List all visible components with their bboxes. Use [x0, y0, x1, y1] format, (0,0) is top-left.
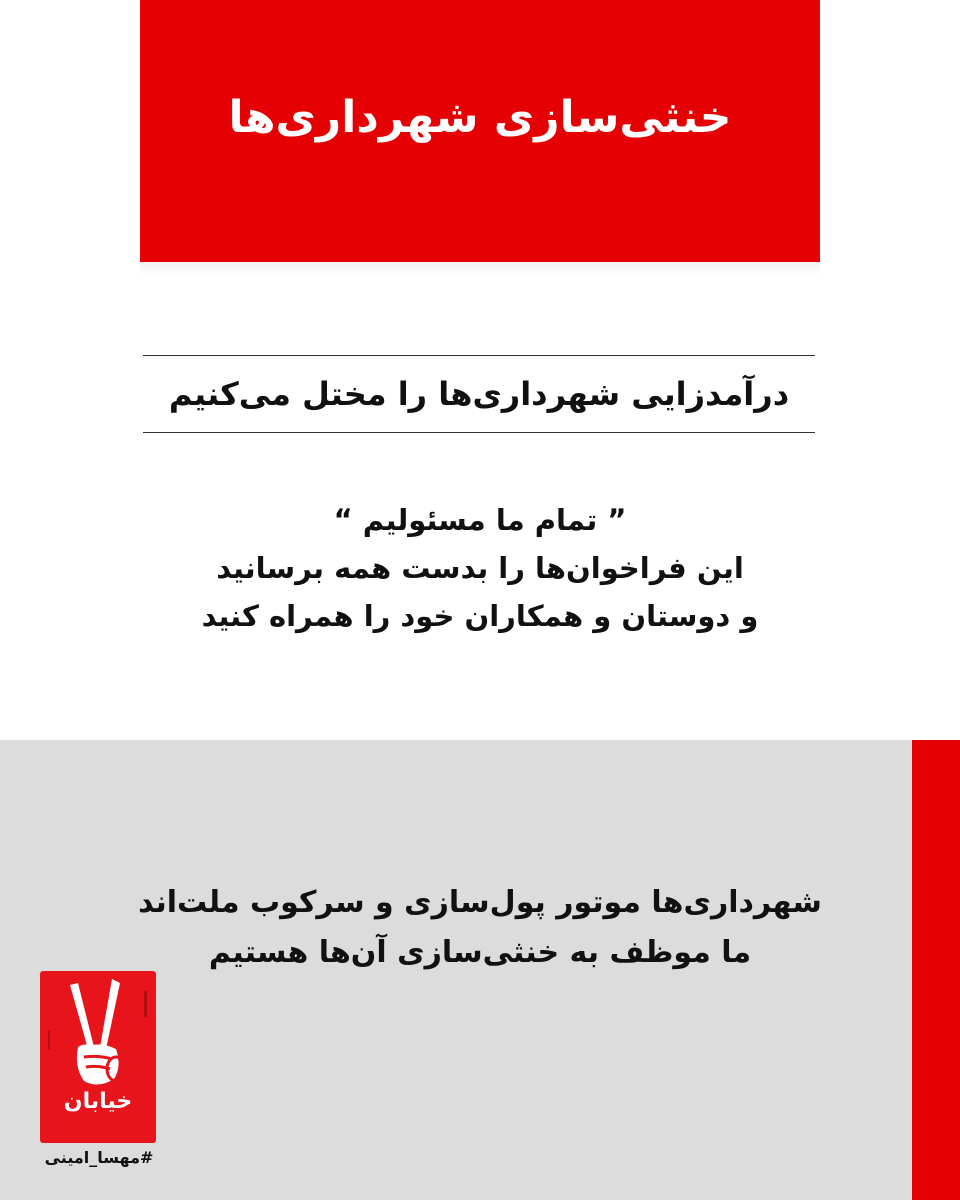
call-line-3: و دوستان و همکاران خود را همراه کنید: [201, 599, 759, 633]
title-banner: [140, 0, 820, 262]
side-accent-strip: [912, 740, 960, 1200]
slogan-line-1: شهرداری‌ها موتور پول‌سازی و سرکوب ملت‌اند: [138, 885, 822, 920]
call-to-action: [150, 496, 810, 640]
page-title: خنثی‌سازی شهرداری‌ها: [228, 92, 732, 143]
call-line-1: ” تمام ما مسئولیم “: [333, 503, 627, 537]
title-banner-shadow: [140, 262, 820, 276]
subtitle: درآمدزایی شهرداری‌ها را مختل می‌کنیم: [168, 375, 790, 413]
divider-bottom: [143, 432, 815, 433]
khiaban-logo: [40, 971, 156, 1143]
slogan: [120, 878, 840, 978]
logo-word: خیابان: [63, 1089, 133, 1114]
slogan-line-2: ما موظف به خنثی‌سازی آن‌ها هستیم: [208, 935, 752, 970]
victory-hand-scissors-icon: [40, 971, 156, 1143]
divider-top: [143, 355, 815, 356]
hashtag: #مهسا_امینی: [44, 1148, 154, 1167]
call-line-2: این فراخوان‌ها را بدست همه برسانید: [216, 551, 744, 585]
